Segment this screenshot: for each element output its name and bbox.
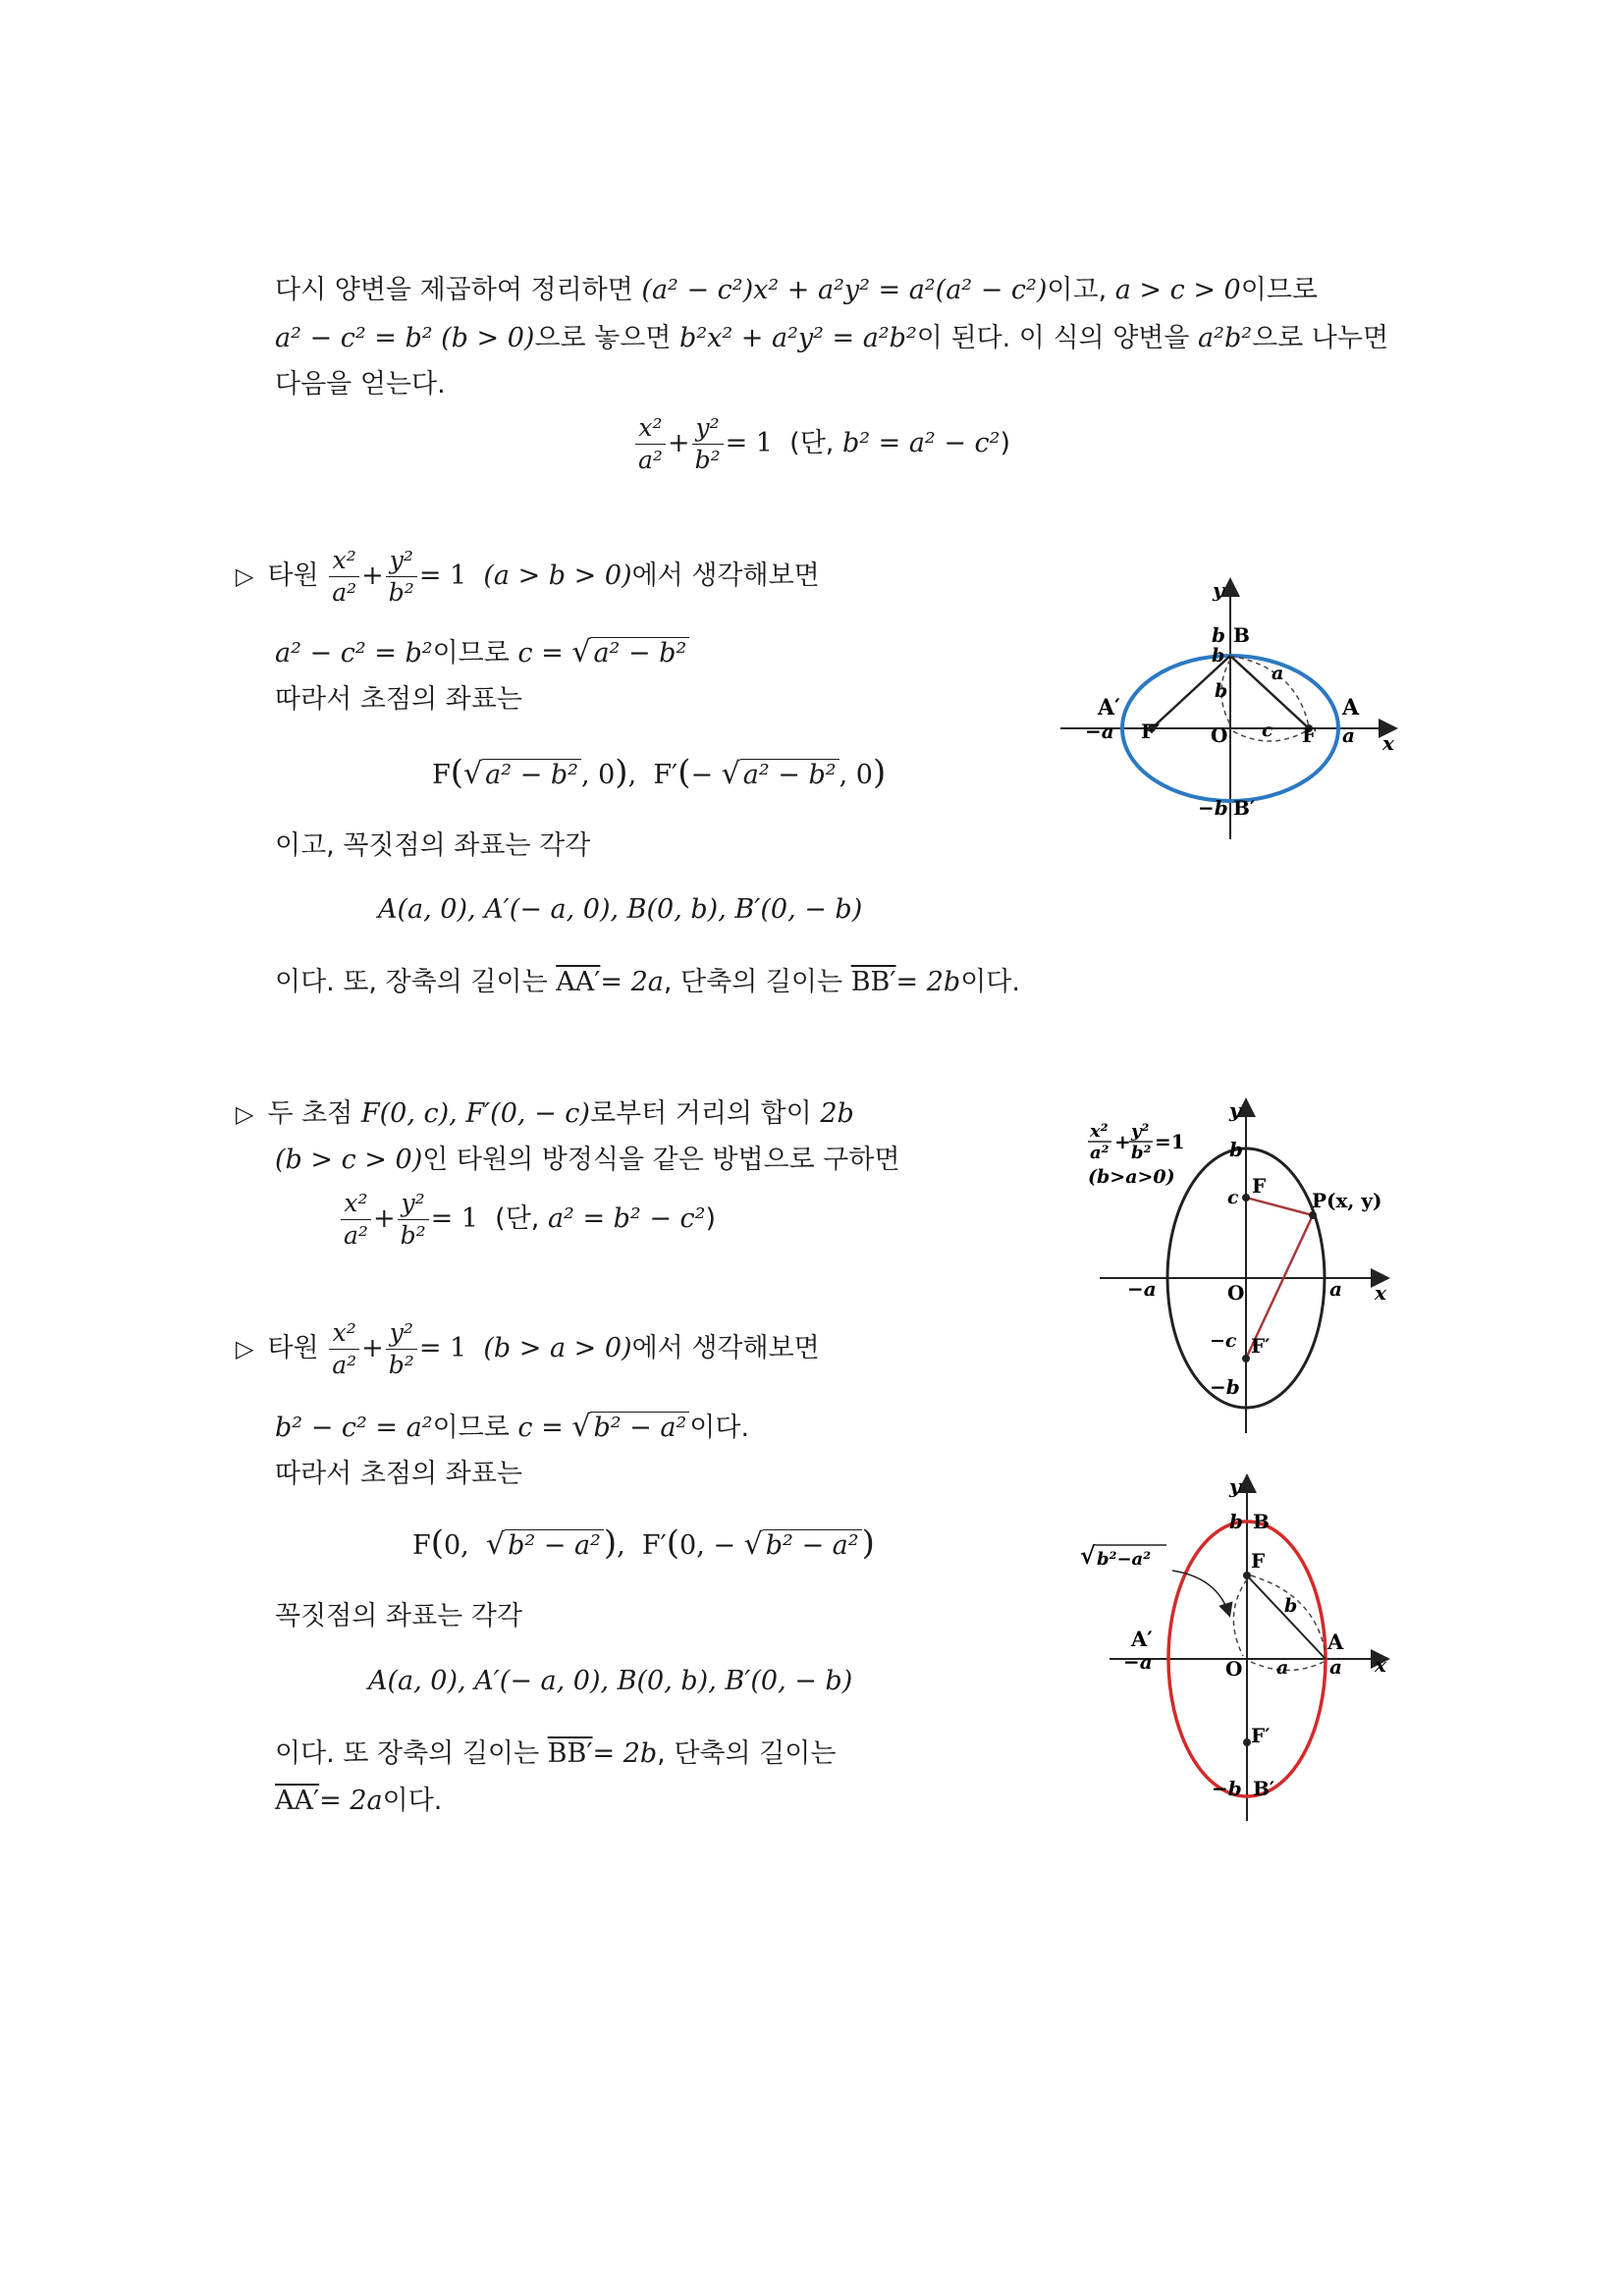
b-tick-label: b (1229, 1138, 1243, 1161)
equation: c = (517, 1413, 564, 1443)
sec3-vertices (368, 1665, 852, 1698)
fraction-x: $\frac{\text{x²}}{\text{a²}}$ (329, 545, 359, 609)
text: 따라서 초점의 좌표는 (275, 1459, 522, 1489)
legend-plus: + (1114, 1130, 1131, 1153)
equation: c = (517, 638, 564, 668)
point-p (1309, 1211, 1317, 1219)
vertex-b-label: B (1253, 1510, 1270, 1533)
focus-point-f1 (1242, 1355, 1250, 1362)
segment-pf (1246, 1198, 1313, 1215)
text: 인 타원의 방정식을 같은 방법으로 구하면 (422, 1145, 900, 1175)
text: 이다. (960, 967, 1020, 997)
equation: (a² − c²)x² + a²y² = a²(a² − c²) (641, 275, 1048, 305)
legend-frac-y-num: y² (1131, 1121, 1150, 1142)
text: 꼭짓점의 좌표는 각각 (275, 1601, 522, 1631)
text: 따라서 초점의 좌표는 (275, 684, 522, 715)
fraction-y: $\frac{\text{y²}}{\text{b²}}$ (398, 1188, 429, 1252)
vertex-a1-label: A′ (1131, 1627, 1153, 1651)
sec3-line-5 (275, 1737, 836, 1771)
neg-b-label: −b (1198, 796, 1228, 820)
sec1-line-2 (275, 636, 689, 670)
focus-label: F (432, 760, 451, 790)
x-label: x (1375, 1281, 1386, 1305)
neg-a-label: −a (1127, 1277, 1157, 1301)
legend-frac-x-num: x² (1090, 1121, 1109, 1142)
plus-sign: + (361, 561, 384, 591)
segment-bf (1230, 656, 1309, 728)
b-tick-label: b (1229, 1510, 1243, 1533)
neg-a-label: −a (1085, 720, 1114, 743)
origin-label: O (1211, 723, 1228, 747)
segment: BB′ (850, 967, 896, 997)
segment: AA′ (275, 1786, 320, 1816)
sqrt-symbol: √ (1080, 1541, 1096, 1570)
text: 로부터 거리의 합이 (589, 1098, 821, 1129)
vertices-list: A(a, 0), A′(− a, 0), B(0, b), B′(0, − b) (378, 894, 863, 925)
condition: b² = a² − c² (841, 428, 1001, 458)
vertex-b-label: B (1233, 623, 1250, 647)
sec3-line-4 (275, 1600, 522, 1633)
equation: a² − c² = b² (b > 0) (275, 323, 535, 353)
b-label-segment: b (1284, 1595, 1298, 1617)
y-label: y (1229, 1474, 1241, 1498)
text: 이다. 또, 장축의 길이는 (275, 967, 557, 997)
value: = 2b (895, 967, 961, 997)
vertex-a-label: A (1327, 1629, 1344, 1654)
focus-f1-label: F′ (1251, 1724, 1271, 1747)
dashed-arc-focus (1233, 1579, 1247, 1656)
plus-sign: + (667, 428, 690, 458)
focus-point-f (1242, 1194, 1250, 1201)
text: ) (705, 1203, 717, 1234)
text: , 단축의 길이는 (657, 1738, 837, 1769)
value: = 2a (319, 1786, 383, 1816)
fraction-x: $\frac{\text{x²}}{\text{a²}}$ (341, 1188, 371, 1252)
sec1-vertices (378, 893, 862, 927)
condition: (b > a > 0) (483, 1333, 632, 1363)
fraction-y: $\frac{\text{y²}}{\text{b²}}$ (692, 412, 724, 476)
fraction-y: $\frac{\text{y²}}{\text{b²}}$ (386, 545, 417, 609)
fraction-x: $\frac{\text{x²}}{\text{a²}}$ (635, 412, 666, 476)
sec1-line-4 (275, 829, 590, 863)
text: (단, (789, 428, 842, 458)
text: 타원 (267, 561, 319, 591)
text: 이므로 (432, 1413, 518, 1443)
sec1-line-5 (275, 966, 1020, 999)
segment: AA′ (556, 967, 601, 997)
x-label: x (1382, 731, 1394, 755)
c-tick-label: c (1227, 1187, 1239, 1208)
text: 에서 생각해보면 (631, 561, 820, 591)
a-label: a (1329, 1655, 1342, 1679)
condition: (a > b > 0) (483, 561, 632, 591)
sec2-line-2 (275, 1144, 900, 1177)
text: 이고, 꼭짓점의 좌표는 각각 (275, 830, 591, 861)
text: 으로 놓으면 (534, 323, 680, 353)
text: 에서 생각해보면 (631, 1333, 820, 1363)
pointer-arrow (1172, 1571, 1229, 1615)
sec3-heading (236, 1317, 820, 1381)
equals-one: = 1 (418, 1333, 467, 1363)
neg-c-label: −c (1210, 1330, 1237, 1352)
sec3-focus-coordinates: F(0, √ b² − a²), F′(0, − √ b² − a²) (412, 1523, 875, 1563)
equals-one: = 1 (430, 1203, 478, 1234)
radical-label: b²−a² (1097, 1549, 1152, 1570)
a-label: a (1329, 1277, 1342, 1301)
text: 이므로 (432, 638, 518, 668)
vertex-b1-label: B′ (1253, 1777, 1275, 1800)
text: 다시 양변을 제곱하여 정리하면 (275, 275, 642, 305)
plus-sign: + (372, 1203, 396, 1234)
vertex-b1-label: B′ (1233, 796, 1256, 820)
sec1-heading (236, 545, 820, 609)
text: 이므로 (1240, 275, 1318, 305)
condition: (b > c > 0) (275, 1145, 423, 1175)
figure-vertical-ellipse-red (1070, 1468, 1414, 1831)
text: 으로 나누면 (1252, 323, 1389, 353)
focus-point-f1 (1243, 1738, 1251, 1746)
y-label: y (1213, 578, 1224, 602)
sec2-heading (236, 1097, 854, 1131)
vertex-a1-label: A′ (1098, 695, 1120, 721)
text: 다음을 얻는다. (275, 369, 446, 400)
neg-a-label: −a (1123, 1650, 1153, 1674)
legend-frac-x-den: a² (1090, 1143, 1110, 1163)
plus-sign: + (361, 1333, 384, 1363)
focus-point-f (1243, 1572, 1251, 1579)
text: 이고, (1047, 275, 1115, 305)
intro-line-1 (275, 274, 1318, 307)
triangle-bullet-icon: ▷ (236, 562, 254, 590)
a-label-dashed: a (1276, 1657, 1289, 1679)
point-p-label: P(x, y) (1312, 1189, 1382, 1212)
y-label: y (1229, 1098, 1241, 1122)
text: 이다. (382, 1786, 443, 1816)
text: ) (1000, 428, 1011, 458)
equation: a² − c² = b² (275, 638, 433, 668)
a-label-dashed: a (1272, 663, 1284, 684)
value: = 2b (592, 1738, 658, 1769)
x-label: x (1375, 1653, 1386, 1677)
a-label: a (1342, 723, 1355, 747)
focus-f1-label: F′ (1251, 1334, 1271, 1358)
intro-result-equation (633, 412, 1010, 476)
origin-label: O (1225, 1657, 1243, 1681)
intro-line-3 (275, 368, 446, 401)
triangle-bullet-icon: ▷ (236, 1335, 254, 1362)
focus-f-label: F (1251, 1549, 1266, 1573)
sec1-line-3 (275, 683, 522, 717)
fraction-y: $\frac{\text{y²}}{\text{b²}}$ (386, 1317, 417, 1381)
legend-condition: (b>a>0) (1088, 1166, 1175, 1188)
value: = 2a (600, 967, 664, 997)
triangle-bullet-icon: ▷ (236, 1100, 254, 1128)
square-root: √ a² − b² (571, 638, 689, 668)
sec3-line-2 (275, 1411, 749, 1445)
text: (단, (495, 1203, 548, 1234)
vertices-list: A(a, 0), A′(− a, 0), B(0, b), B′(0, − b) (368, 1666, 853, 1696)
b-label-upper: b (1212, 645, 1225, 667)
neg-b-label: −b (1212, 1777, 1242, 1800)
b-label-dashed: b (1215, 680, 1228, 702)
c-label-dashed: c (1262, 720, 1273, 741)
focus-f1-label: F′ (1141, 720, 1161, 743)
sec1-focus-coordinates: F(√ a² − b² , 0), F′(− √ a² − b² , 0) (432, 753, 887, 792)
intro-line-2 (275, 322, 1388, 355)
focus-label: F (412, 1530, 431, 1561)
foci: F(0, c), F′(0, − c) (360, 1098, 590, 1129)
square-root: √ b² − a² (571, 1413, 689, 1443)
focus-label: F′ (653, 760, 678, 790)
focus-label: F′ (641, 1530, 667, 1561)
segment: BB′ (547, 1738, 593, 1769)
b-tick-label: b (1212, 623, 1225, 647)
text: 타원 (267, 1333, 319, 1363)
text: 이다. (689, 1413, 750, 1443)
neg-b-label: −b (1210, 1375, 1240, 1399)
figure-horizontal-ellipse (1051, 569, 1414, 844)
focus-f-label: F (1302, 723, 1317, 747)
equals-one: = 1 (725, 428, 773, 458)
condition: a > c > 0 (1114, 275, 1241, 305)
equation: b² − c² = a² (275, 1413, 433, 1443)
equation: b²x² + a²y² = a²b² (679, 323, 917, 353)
text: , 단축의 길이는 (663, 967, 851, 997)
sec3-line-6 (275, 1785, 442, 1818)
fraction-x: $\frac{\text{x²}}{\text{a²}}$ (329, 1317, 359, 1381)
text: 이 된다. 이 식의 양변을 (916, 323, 1199, 353)
condition: a² = b² − c² (547, 1203, 706, 1234)
sec3-line-3 (275, 1458, 522, 1491)
figure-vertical-ellipse-point (1080, 1090, 1414, 1443)
origin-label: O (1227, 1281, 1245, 1305)
text: 두 초점 (267, 1098, 361, 1129)
value: 2b (820, 1098, 854, 1129)
focus-f-label: F (1252, 1174, 1267, 1198)
legend-equals: =1 (1155, 1130, 1185, 1153)
equals-one: = 1 (418, 561, 467, 591)
vertex-a-label: A (1342, 695, 1360, 721)
equation: a²b² (1198, 323, 1253, 353)
legend-frac-y-den: b² (1131, 1143, 1152, 1163)
sec2-result-equation (339, 1188, 716, 1252)
text: 이다. 또 장축의 길이는 (275, 1738, 548, 1769)
